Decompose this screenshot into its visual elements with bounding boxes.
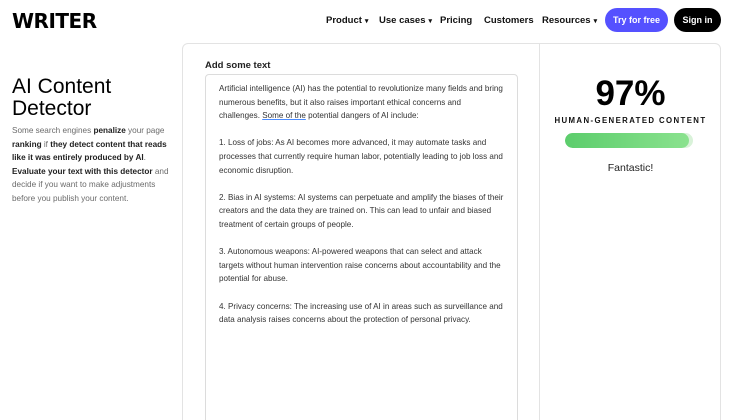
page-title: AI Content Detector [12,75,112,120]
text-segment-underlined: Some of the [262,111,306,121]
chevron-down-icon: ▾ [364,18,369,25]
text-paragraph: 4. Privacy concerns: The increasing use of AI in areas such as surveillance and data analysis raises concerns about the protection of personal privacy. [219,301,503,325]
score-verdict: Fantastic! [607,162,654,174]
desc-bold: ranking [12,139,42,149]
chevron-down-icon: ▾ [428,18,432,25]
desc-bold: they detect content that reads like it was entirely produced by AI [12,139,167,162]
text-input-area[interactable] [205,74,518,420]
text-input-label: Add some text [205,60,271,71]
nav-product-label: Product [326,15,362,26]
desc-text: your page [125,126,165,135]
desc-text: . [143,153,146,162]
text-paragraph [219,82,504,123]
desc-bold: Evaluate your text with this detector [12,166,153,176]
writer-logo[interactable]: WRITER [12,9,97,33]
nav-customers-label: Customers [484,15,534,26]
score-label: HUMAN-GENERATED CONTENT [554,116,707,125]
desc-text: Some search engines [12,126,94,135]
chevron-down-icon: ▾ [593,18,598,25]
desc-text: if [41,139,51,149]
text-paragraph: 3. Autonomous weapons: AI-powered weapons that can select and attack targets without human intervention raise concerns about accountability and the potential for abuse. [219,247,501,284]
score-percentage: 97% [595,74,666,113]
nav-pricing[interactable] [440,15,472,26]
text-paragraph: 2. Bias in AI systems: AI systems can perpetuate and amplify the biases of their creators and the data they are trained on. This can lead to unfair and biased treatment of certain groups of people. [219,192,504,229]
nav-pricing-label: Pricing [440,15,473,26]
page-description [12,124,172,205]
nav-use-cases-label: Use cases [379,15,426,26]
score-bar [565,133,693,148]
nav-product[interactable] [326,15,368,26]
text-segment: Artificial intelligence (AI) has the potential to revolutionize many fields and bring numerous benefits, but it also raises important ethical concerns and challenges. [219,84,503,121]
text-paragraph: 1. Loss of jobs: As AI becomes more advanced, it may automate tasks and processes that currently require human labor, potentially leading to job loss and economic disruption. [219,138,503,175]
top-nav [0,0,730,42]
nav-customers[interactable] [484,15,534,26]
nav-resources-label: Resources [542,15,591,26]
desc-bold: penalize [93,126,126,135]
text-segment: potential dangers of AI include: [305,111,419,121]
nav-resources[interactable] [542,15,597,26]
sign-in-button[interactable]: Sign in [674,8,721,32]
score-bar-fill [565,133,689,148]
nav-use-cases[interactable] [379,15,432,26]
desc-text: and decide if you want to make adjustments before you publish your content. [12,166,169,203]
try-for-free-button[interactable]: Try for free [605,8,668,32]
